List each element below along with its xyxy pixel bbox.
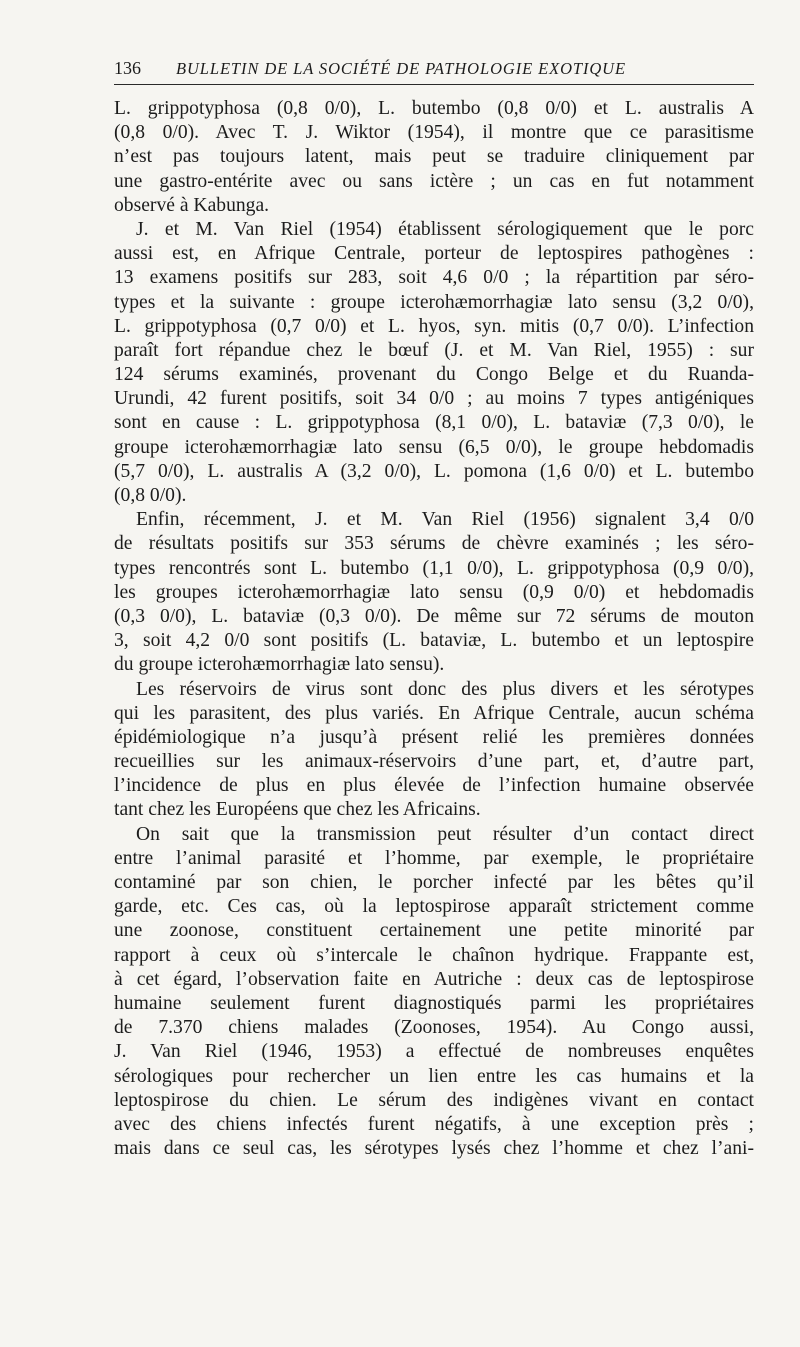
text-line: sont en cause : L. grippotyphosa (8,1 0/0), L. bataviæ (7,3 0/0), le bbox=[114, 412, 754, 434]
text-line: paraît fort répandue chez le bœuf (J. et M. Van Riel, 1955) : sur bbox=[114, 339, 754, 361]
text-line: à cet égard, l’observation faite en Autriche : deux cas de leptospirose bbox=[114, 968, 754, 990]
text-line: mais dans ce seul cas, les sérotypes lysés chez l’homme et chez l’ani- bbox=[114, 1138, 754, 1160]
text-line: (0,8 0/0). Avec T. J. Wiktor (1954), il montre que ce parasitisme bbox=[114, 122, 754, 144]
text-line: l’incidence de plus en plus élevée de l’infection humaine observée bbox=[114, 775, 754, 797]
text-line: du groupe icterohæmorrhagiæ lato sensu). bbox=[114, 654, 445, 676]
text-line: avec des chiens infectés furent négatifs, à une exception près ; bbox=[114, 1113, 754, 1135]
body-text bbox=[114, 97, 754, 1161]
text-line: rapport à ceux où s’intercale le chaînon hydrique. Frappante est, bbox=[114, 944, 754, 966]
text-line: les groupes icterohæmorrhagiæ lato sensu (0,9 0/0) et hebdomadis bbox=[114, 581, 754, 603]
text-line: groupe icterohæmorrhagiæ lato sensu (6,5 0/0), le groupe hebdomadis bbox=[114, 436, 754, 458]
text-line: (5,7 0/0), L. australis A (3,2 0/0), L. pomona (1,6 0/0) et L. butembo bbox=[114, 460, 754, 482]
text-line: J. et M. Van Riel (1954) établissent sérologiquement que le porc bbox=[136, 218, 754, 240]
text-line: On sait que la transmission peut résulter d’un contact direct bbox=[136, 823, 754, 845]
text-line: L. grippotyphosa (0,7 0/0) et L. hyos, syn. mitis (0,7 0/0). L’infection bbox=[114, 315, 754, 337]
text-line: tant chez les Européens que chez les Africains. bbox=[114, 799, 481, 821]
text-line: (0,3 0/0), L. bataviæ (0,3 0/0). De même sur 72 sérums de mouton bbox=[114, 605, 754, 627]
text-line: qui les parasitent, des plus variés. En Afrique Centrale, aucun schéma bbox=[114, 702, 754, 724]
text-line: épidémiologique n’a jusqu’à présent relié les premières données bbox=[114, 726, 754, 748]
text-line: de résultats positifs sur 353 sérums de chèvre examinés ; les séro- bbox=[114, 533, 754, 555]
text-line: contaminé par son chien, le porcher infecté par les bêtes qu’il bbox=[114, 872, 754, 893]
text-line: Les réservoirs de virus sont donc des plus divers et les sérotypes bbox=[136, 678, 754, 700]
text-line: humaine seulement furent diagnostiqués parmi les propriétaires bbox=[114, 992, 754, 1014]
text-line: une gastro-entérite avec ou sans ictère ; un cas en fut notamment bbox=[114, 170, 754, 192]
text-line: 13 examens positifs sur 283, soit 4,6 0/0 ; la répartition par séro- bbox=[114, 267, 754, 289]
text-line: Urundi, 42 furent positifs, soit 34 0/0 ; au moins 7 types antigéniques bbox=[114, 388, 754, 410]
text-line: entre l’animal parasité et l’homme, par exemple, le propriétaire bbox=[114, 847, 754, 869]
text-line: n’est pas toujours latent, mais peut se traduire cliniquement par bbox=[114, 146, 754, 168]
running-header bbox=[114, 56, 754, 85]
text-line: sérologiques pour rechercher un lien entre les cas humains et la bbox=[114, 1065, 754, 1087]
text-line: recueillies sur les animaux-réservoirs d’une part, et, d’autre part, bbox=[114, 751, 754, 773]
text-line: observé à Kabunga. bbox=[114, 194, 270, 216]
text-line: types et la suivante : groupe icterohæmorrhagiæ lato sensu (3,2 0/0), bbox=[114, 291, 754, 313]
text-line: garde, etc. Ces cas, où la leptospirose apparaît strictement comme bbox=[114, 896, 754, 918]
text-line: de 7.370 chiens malades (Zoonoses, 1954). Au Congo aussi, bbox=[114, 1017, 754, 1039]
text-line: J. Van Riel (1946, 1953) a effectué de nombreuses enquêtes bbox=[114, 1041, 754, 1063]
running-title: BULLETIN DE LA SOCIÉTÉ DE PATHOLOGIE EXOTIQUE bbox=[176, 59, 626, 78]
text-line: leptospirose du chien. Le sérum des indigènes vivant en contact bbox=[114, 1089, 754, 1111]
text-line: aussi est, en Afrique Centrale, porteur de leptospires pathogènes : bbox=[114, 243, 754, 265]
text-line: L. grippotyphosa (0,8 0/0), L. butembo (0,8 0/0) et L. australis A bbox=[114, 98, 754, 119]
text-line: Enfin, récemment, J. et M. Van Riel (1956) signalent 3,4 0/0 bbox=[136, 509, 754, 531]
page-number: 136 bbox=[114, 58, 141, 78]
text-line: une zoonose, constituent certainement une petite minorité par bbox=[114, 920, 754, 942]
text-line: 3, soit 4,2 0/0 sont positifs (L. bataviæ, L. butembo et un leptospire bbox=[114, 630, 754, 652]
text-line: (0,8 0/0). bbox=[114, 485, 187, 506]
text-line: 124 sérums examinés, provenant du Congo Belge et du Ruanda- bbox=[114, 364, 754, 386]
text-line: types rencontrés sont L. butembo (1,1 0/0), L. grippotyphosa (0,9 0/0), bbox=[114, 557, 754, 579]
